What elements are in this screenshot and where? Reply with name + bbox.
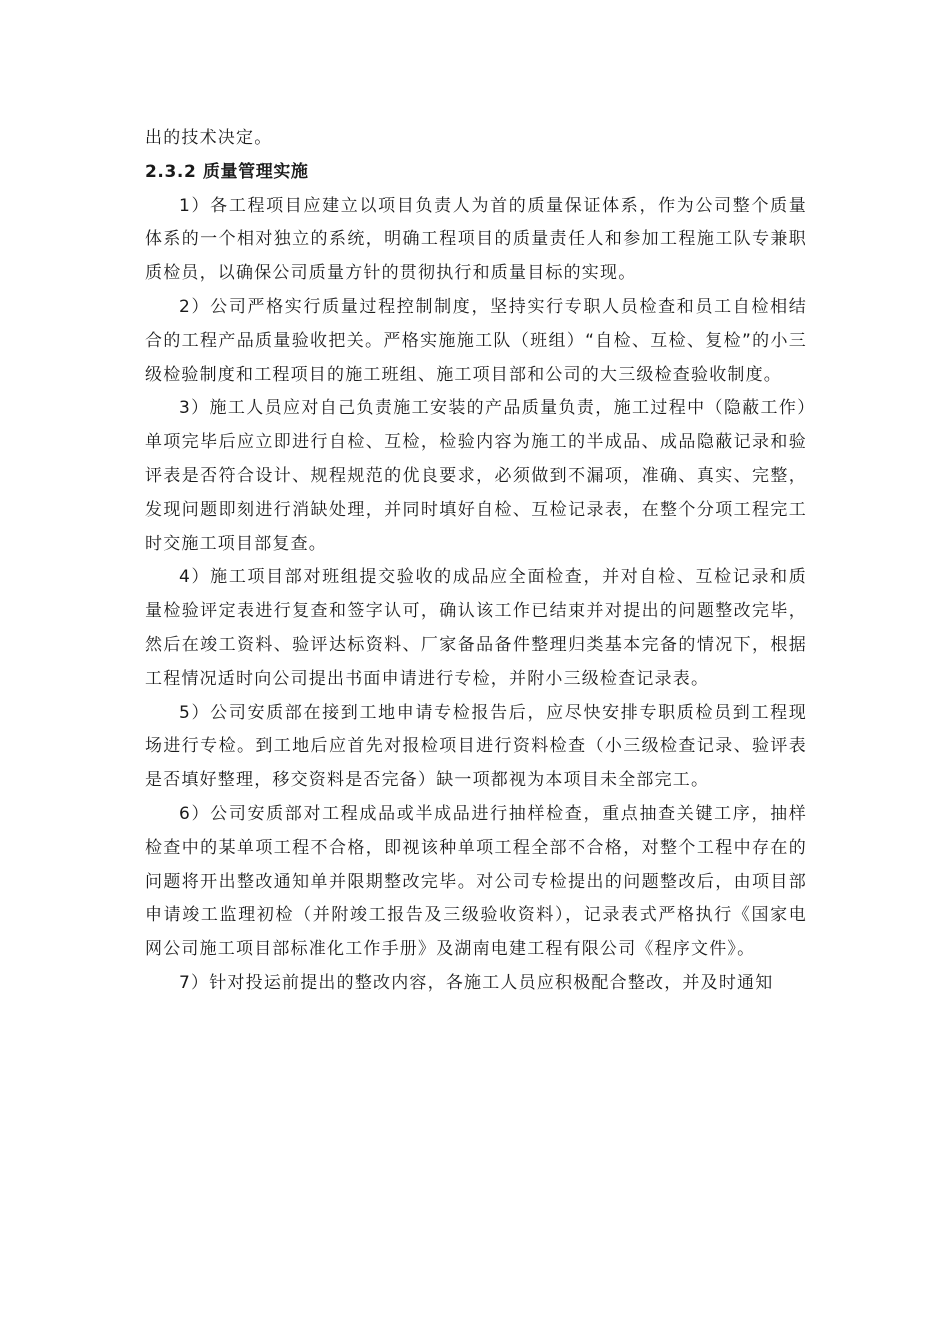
paragraph-6: 6）公司安质部对工程成品或半成品进行抽样检查，重点抽查关键工序，抽样检查中的某单项工程不合格，即视该种单项工程全部不合格，对整个工程中存在的问题将开出整改通知单并限期整改完毕。对公司专检提出的问题整改后，由项目部申请竣工监理初检（并附竣工报告及三级验收资料），记录表式严格执行《国家电网公司施工项目部标准化工作手册》及湖南电建工程有限公司《程序文件》。 — [145, 803, 807, 960]
document-body — [145, 122, 807, 1001]
paragraph-5: 5）公司安质部在接到工地申请专检报告后，应尽快安排专职质检员到工程现场进行专检。到工地后应首先对报检项目进行资料检查（小三级检查记录、验评表是否填好整理，移交资料是否完备）缺一项都视为本项目未全部完工。 — [145, 702, 807, 791]
paragraph-7: 7）针对投运前提出的整改内容，各施工人员应积极配合整改，并及时通知 — [179, 972, 774, 993]
continuation-line: 出的技术决定。 — [145, 128, 273, 148]
section-heading: 2.3.2 质量管理实施 — [145, 161, 309, 182]
paragraph-4: 4）施工项目部对班组提交验收的成品应全面检查，并对自检、互检记录和质量检验评定表进行复查和签字认可，确认该工作已结束并对提出的问题整改完毕，然后在竣工资料、验评达标资料、厂家备品备件整理归类基本完备的情况下，根据工程情况适时向公司提出书面申请进行专检，并附小三级检查记录表。 — [145, 567, 807, 689]
paragraph-2: 2）公司严格实行质量过程控制制度，坚持实行专职人员检查和员工自检相结合的工程产品质量验收把关。严格实施施工队（班组）“自检、互检、复检”的小三级检验制度和工程项目的施工班组、施工项目部和公司的大三级检查验收制度。 — [145, 296, 807, 385]
paragraph-3: 3）施工人员应对自己负责施工安装的产品质量负责，施工过程中（隐蔽工作）单项完毕后应立即进行自检、互检，检验内容为施工的半成品、成品隐蔽记录和验评表是否符合设计、规程规范的优良要求，必须做到不漏项，准确、真实、完整，发现问题即刻进行消缺处理，并同时填好自检、互检记录表，在整个分项工程完工时交施工项目部复查。 — [145, 398, 807, 554]
paragraph-1: 1）各工程项目应建立以项目负责人为首的质量保证体系，作为公司整个质量体系的一个相对独立的系统，明确工程项目的质量责任人和参加工程施工队专兼职质检员，以确保公司质量方针的贯彻执行和质量目标的实现。 — [145, 195, 807, 284]
